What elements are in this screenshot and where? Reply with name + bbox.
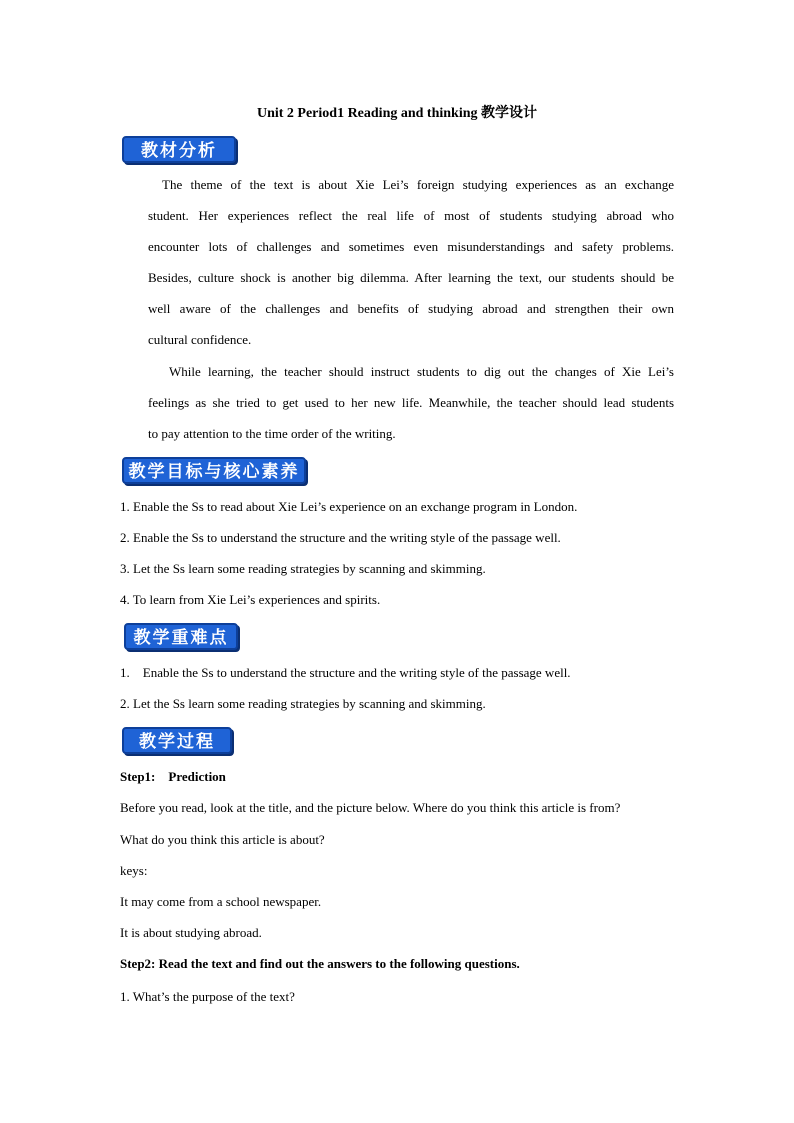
step2-line: 1. What’s the purpose of the text? (120, 989, 295, 1004)
key-point-item: 1. Enable the Ss to understand the structure and the writing style of the passage well. (120, 665, 571, 680)
step1-line: Before you read, look at the title, and the picture below. Where do you think this article is from? (120, 800, 621, 815)
objective-item: 3. Let the Ss learn some reading strategies by scanning and skimming. (120, 561, 486, 576)
analysis-line: The theme of the text is about Xie Lei’s foreign studying experiences as an exchange (162, 177, 674, 192)
section-badge-key-points: 教学重难点 (124, 623, 238, 650)
objective-item: 1. Enable the Ss to read about Xie Lei’s experience on an exchange program in London. (120, 499, 578, 514)
step2-heading: Step2: Read the text and find out the answers to the following questions. (120, 956, 520, 971)
objective-item: 2. Enable the Ss to understand the structure and the writing style of the passage well. (120, 530, 561, 545)
analysis-line: While learning, the teacher should instruct students to dig out the changes of Xie Lei’s (169, 364, 674, 379)
step1-line: keys: (120, 863, 148, 878)
analysis-line: Besides, culture shock is another big dilemma. After learning the text, our students should be (148, 270, 674, 285)
analysis-line: well aware of the challenges and benefits of studying abroad and strengthen their own (148, 301, 674, 316)
key-point-item: 2. Let the Ss learn some reading strategies by scanning and skimming. (120, 696, 486, 711)
analysis-line: encounter lots of challenges and sometimes even misunderstandings and safety problems. (148, 239, 674, 254)
section-badge-analysis: 教材分析 (122, 136, 236, 163)
step1-line: It may come from a school newspaper. (120, 894, 322, 909)
step1-line: What do you think this article is about? (120, 832, 325, 847)
analysis-line: student. Her experiences reflect the real life of most of students studying abroad who (148, 208, 674, 223)
analysis-line: cultural confidence. (148, 332, 252, 347)
step1-heading: Step1: Prediction (120, 769, 226, 784)
step1-line: It is about studying abroad. (120, 925, 262, 940)
analysis-line: to pay attention to the time order of the writing. (148, 426, 396, 441)
section-badge-process: 教学过程 (122, 727, 232, 754)
page-title: Unit 2 Period1 Reading and thinking 教学设计 (256, 106, 538, 121)
section-badge-objectives: 教学目标与核心素养 (122, 457, 306, 484)
analysis-line: feelings as she tried to get used to her new life. Meanwhile, the teacher should lead students (148, 395, 674, 410)
objective-item: 4. To learn from Xie Lei’s experiences and spirits. (120, 592, 381, 607)
